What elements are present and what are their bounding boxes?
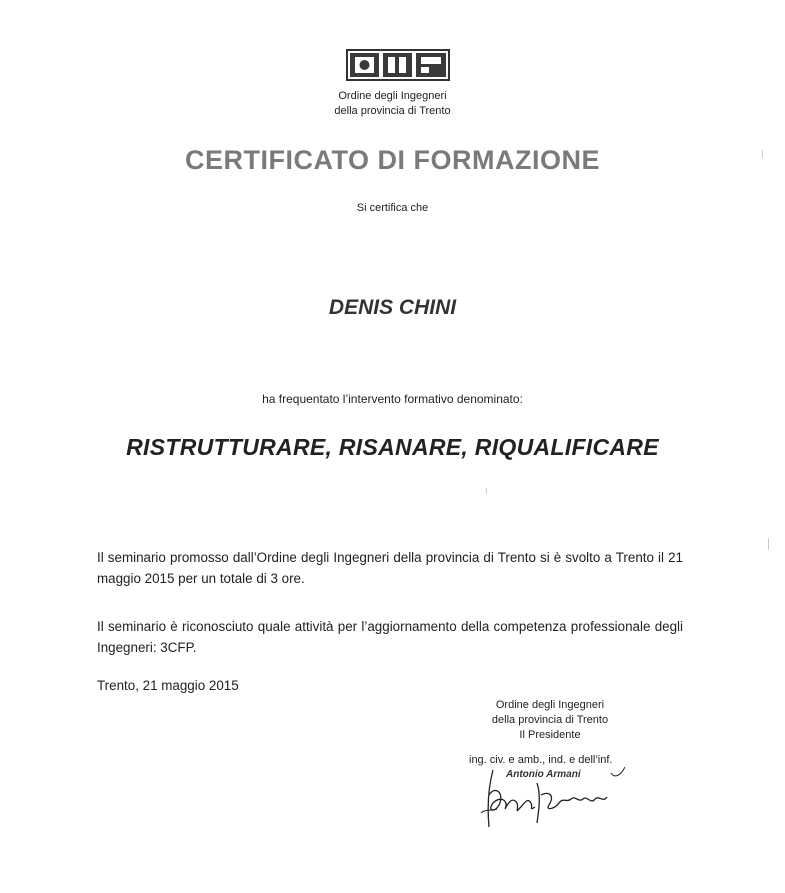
signatory-province: della provincia di Trento — [491, 714, 609, 726]
scan-mark — [768, 538, 769, 550]
signatory-name: Antonio Armani — [506, 769, 581, 780]
handwritten-signature — [475, 765, 625, 835]
recipient-name: DENIS CHINI — [328, 296, 457, 319]
seminar-paragraph-1: Il seminario promosso dall’Ordine degli Ingegneri della provincia di Trento si è svolto a Trento il 21 maggio 2015 per un totale di 3 ore. — [97, 550, 683, 586]
course-title: RISTRUTTURARE, RISANARE, RIQUALIFICARE — [126, 434, 659, 460]
certificate-title: CERTIFICATO DI FORMAZIONE — [185, 145, 600, 175]
scan-mark — [762, 150, 763, 158]
seminar-paragraph-2: Il seminario è riconosciuto quale attività per l’aggiornamento della competenza professionale degli Ingegneri: 3CFP. — [97, 619, 683, 655]
place-date: Trento, 21 maggio 2015 — [97, 678, 239, 693]
certify-text: Si certifica che — [356, 202, 429, 214]
signatory-block — [460, 698, 640, 743]
signatory-org: Ordine degli Ingegneri — [495, 699, 605, 711]
signatory-title: ing. civ. e amb., ind. e dell’inf. — [469, 754, 613, 766]
header-org-name: Ordine degli Ingegneri — [338, 90, 447, 102]
signatory-role: Il Presidente — [519, 729, 581, 741]
attended-text: ha frequentato l’intervento formativo denominato: — [262, 392, 523, 406]
order-logo-icon — [346, 49, 450, 81]
header-org-province: della provincia di Trento — [334, 105, 451, 117]
scan-mark — [486, 488, 487, 494]
